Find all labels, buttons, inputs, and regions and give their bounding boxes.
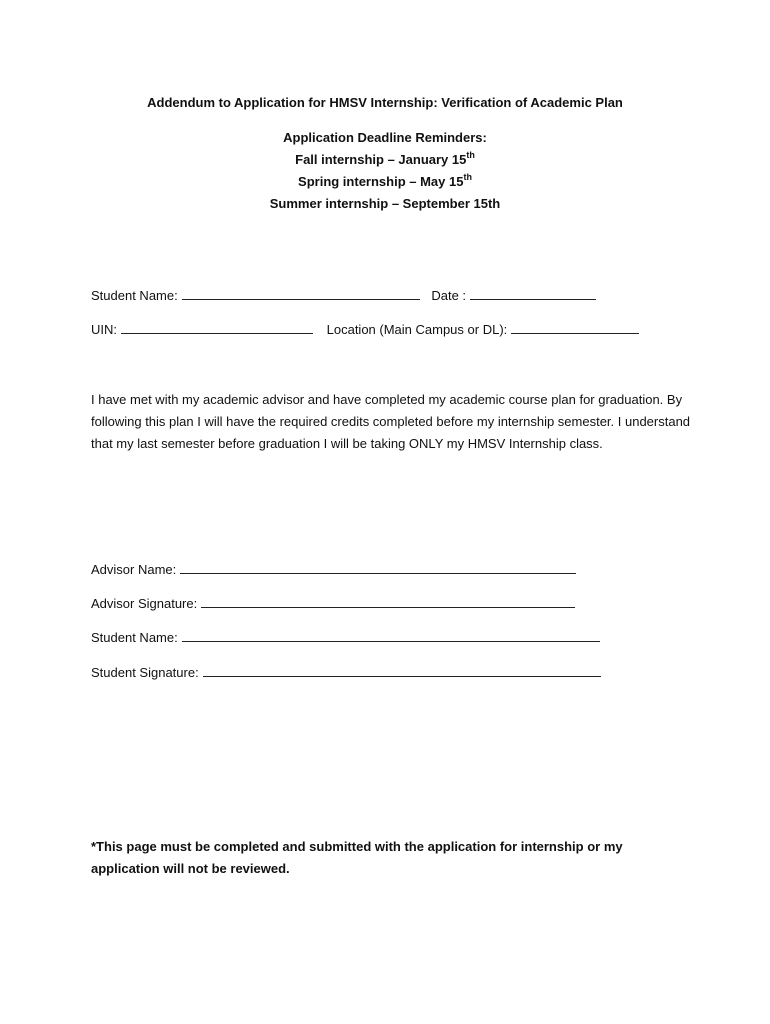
student-name-date-row <box>91 287 596 303</box>
statement-paragraph: I have met with my academic advisor and have completed my academic course plan for graduation. By following this plan I will have the required credits completed before my internship semester. I understand that my last semester before graduation I will be taking ONLY my HMSV Internship class. <box>91 392 691 451</box>
reminder-summer: Summer internship – September 15th <box>269 196 501 211</box>
date-label: Date : <box>431 288 467 303</box>
location-label: Location (Main Campus or DL): <box>326 322 508 337</box>
reminder-spring-text: Spring internship – May 15 <box>298 174 464 189</box>
reminder-fall-suffix: th <box>466 149 475 160</box>
student-signature-row <box>91 664 601 680</box>
advisor-name-label: Advisor Name: <box>91 562 177 577</box>
uin-field[interactable] <box>121 321 313 334</box>
location-field[interactable] <box>511 321 639 334</box>
student-name-field[interactable] <box>182 287 420 300</box>
student-name-label: Student Name: <box>91 288 178 303</box>
reminders-heading: Application Deadline Reminders: <box>283 130 487 145</box>
advisor-name-row <box>91 561 576 577</box>
page-title: Addendum to Application for HMSV Internship: Verification of Academic Plan <box>147 95 623 110</box>
reminder-fall-text: Fall internship – January 15 <box>295 152 467 167</box>
date-field[interactable] <box>470 287 596 300</box>
advisor-name-field[interactable] <box>180 561 576 574</box>
submission-footnote: *This page must be completed and submitted with the application for internship or my application will not be reviewed. <box>91 839 623 876</box>
student-signature-field[interactable] <box>203 664 601 677</box>
reminder-spring-suffix: th <box>463 171 472 182</box>
student-name-2-label: Student Name: <box>91 630 178 645</box>
student-name-2-row <box>91 629 600 645</box>
uin-label: UIN: <box>91 322 117 337</box>
uin-location-row <box>91 321 639 337</box>
advisor-signature-label: Advisor Signature: <box>91 596 198 611</box>
reminder-fall <box>0 149 770 167</box>
advisor-signature-row <box>91 595 575 611</box>
student-name-2-field[interactable] <box>182 629 600 642</box>
advisor-signature-field[interactable] <box>201 595 575 608</box>
student-signature-label: Student Signature: <box>91 665 199 680</box>
reminder-spring <box>0 171 770 189</box>
